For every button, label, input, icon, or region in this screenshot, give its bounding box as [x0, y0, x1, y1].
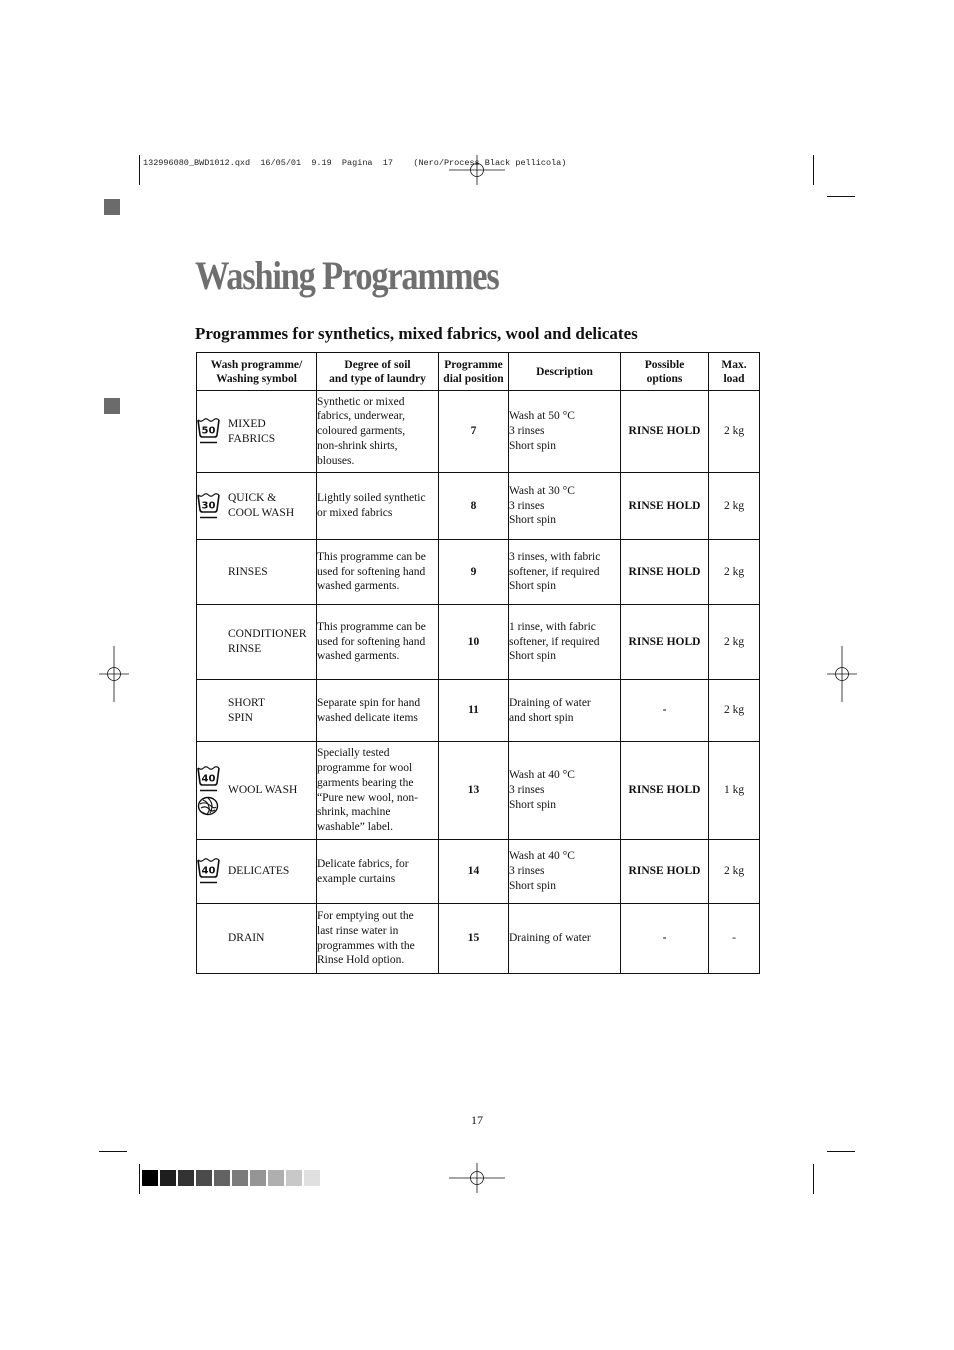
description-cell: Wash at 50 °C 3 rinses Short spin: [509, 391, 621, 473]
color-bar-swatch: [178, 1170, 194, 1186]
programme-name: RINSES: [228, 565, 268, 578]
programme-name-cell: [197, 904, 317, 974]
registration-mark-icon: [99, 644, 129, 704]
soil-type-cell: This programme can be used for softening hand washed garments.: [317, 605, 439, 680]
soil-type-cell: This programme can be used for softening hand washed garments.: [317, 540, 439, 605]
programme-name-cell: [197, 605, 317, 680]
table-row: [197, 540, 760, 605]
wash-symbol: [197, 766, 224, 816]
color-bar-swatch: [250, 1170, 266, 1186]
crop-mark: [827, 196, 855, 197]
color-bar-swatch: [142, 1170, 158, 1186]
color-bar-swatch: [232, 1170, 248, 1186]
dial-position-cell: 11: [439, 680, 509, 742]
section-subtitle: Programmes for synthetics, mixed fabrics, wool and delicates: [195, 324, 638, 343]
crop-mark: [827, 1151, 855, 1152]
programme-name-cell: [197, 391, 317, 473]
soil-type-cell: Specially tested programme for wool garments bearing the “Pure new wool, non- shrink, machine washable” label.: [317, 742, 439, 840]
possible-options-cell: RINSE HOLD: [621, 473, 709, 540]
soil-type-cell: Lightly soiled synthetic or mixed fabrics: [317, 473, 439, 540]
programme-table: [196, 352, 760, 974]
programme-name: CONDITIONER RINSE: [228, 628, 307, 655]
table-row: [197, 391, 760, 473]
dial-position-cell: 10: [439, 605, 509, 680]
max-load-cell: 2 kg: [709, 605, 760, 680]
svg-text:30: 30: [201, 500, 216, 511]
printer-slug: 132996080_BWD1012.qxd 16/05/01 9.19 Pagina 17 (Nero/Process Black pellicola): [143, 158, 567, 168]
max-load-cell: 2 kg: [709, 680, 760, 742]
programme-name: WOOL WASH: [228, 784, 298, 797]
dial-position-cell: 14: [439, 840, 509, 904]
crop-mark: [813, 155, 814, 185]
programme-name: MIXED FABRICS: [228, 417, 276, 445]
color-bar-swatch: [304, 1170, 320, 1186]
max-load-cell: 2 kg: [709, 540, 760, 605]
dial-position-cell: 13: [439, 742, 509, 840]
wash-symbol: [197, 418, 224, 445]
description-cell: Draining of water and short spin: [509, 680, 621, 742]
programme-name: DELICATES: [228, 865, 290, 878]
header-max-load: Max. load: [709, 353, 760, 391]
registration-mark-icon: [447, 155, 507, 185]
possible-options-cell: RINSE HOLD: [621, 391, 709, 473]
max-load-cell: 2 kg: [709, 391, 760, 473]
wash-temperature-40-icon: [197, 766, 220, 788]
header-wash-programme: Wash programme/ Washing symbol: [197, 353, 317, 391]
header-possible-options: Possible options: [621, 353, 709, 391]
possible-options-cell: RINSE HOLD: [621, 605, 709, 680]
possible-options-cell: RINSE HOLD: [621, 840, 709, 904]
soil-type-cell: Synthetic or mixed fabrics, underwear, coloured garments, non-shrink shirts, blouses.: [317, 391, 439, 473]
header-description: Description: [509, 353, 621, 391]
color-bar-swatch: [196, 1170, 212, 1186]
gentle-wash-bar-icon: [197, 880, 220, 885]
wash-symbol: [197, 493, 224, 520]
svg-text:40: 40: [201, 865, 216, 877]
max-load-cell: 1 kg: [709, 742, 760, 840]
svg-text:50: 50: [201, 425, 216, 437]
header-dial-position: Programme dial position: [439, 353, 509, 391]
table-row: [197, 742, 760, 840]
header-degree-of-soil: Degree of soil and type of laundry: [317, 353, 439, 391]
dial-position-cell: 15: [439, 904, 509, 974]
wash-temperature-30-icon: [197, 493, 220, 515]
programme-name-cell: [197, 473, 317, 540]
max-load-cell: -: [709, 904, 760, 974]
dial-position-cell: 9: [439, 540, 509, 605]
soil-type-cell: Delicate fabrics, for example curtains: [317, 840, 439, 904]
description-cell: Wash at 40 °C 3 rinses Short spin: [509, 742, 621, 840]
description-cell: 3 rinses, with fabric softener, if required Short spin: [509, 540, 621, 605]
wash-temperature-50-icon: [197, 418, 220, 440]
gentle-wash-bar-icon: [197, 440, 220, 445]
crop-mark: [99, 1151, 127, 1152]
gentle-wash-bar-icon: [197, 515, 220, 520]
page-number: 17: [471, 1113, 483, 1127]
registration-mark-icon: [447, 1163, 507, 1193]
margin-marker: [104, 199, 120, 215]
color-bar-swatch: [214, 1170, 230, 1186]
svg-text:40: 40: [201, 773, 216, 784]
page-title: Washing Programmes: [195, 253, 499, 298]
table-row: [197, 473, 760, 540]
description-cell: Wash at 40 °C 3 rinses Short spin: [509, 840, 621, 904]
wash-symbol: [197, 858, 224, 885]
programme-name-cell: [197, 680, 317, 742]
table-header-row: [197, 353, 760, 391]
programme-name-cell: [197, 540, 317, 605]
programme-name-cell: [197, 742, 317, 840]
dial-position-cell: 8: [439, 473, 509, 540]
color-bar-swatch: [286, 1170, 302, 1186]
registration-mark-icon: [827, 644, 857, 704]
soil-type-cell: For emptying out the last rinse water in programmes with the Rinse Hold option.: [317, 904, 439, 974]
crop-mark: [139, 1164, 140, 1194]
max-load-cell: 2 kg: [709, 473, 760, 540]
possible-options-cell: RINSE HOLD: [621, 540, 709, 605]
gentle-wash-bar-icon: [197, 788, 220, 793]
programme-name-cell: [197, 840, 317, 904]
wool-ball-icon: [197, 796, 219, 816]
table-row: [197, 904, 760, 974]
description-cell: Wash at 30 °C 3 rinses Short spin: [509, 473, 621, 540]
description-cell: Draining of water: [509, 904, 621, 974]
wash-temperature-40-icon: [197, 858, 220, 880]
possible-options-cell: -: [621, 680, 709, 742]
programme-name: SHORT SPIN: [228, 696, 266, 724]
soil-type-cell: Separate spin for hand washed delicate items: [317, 680, 439, 742]
possible-options-cell: RINSE HOLD: [621, 742, 709, 840]
max-load-cell: 2 kg: [709, 840, 760, 904]
programme-name: QUICK & COOL WASH: [228, 492, 295, 519]
table-row: [197, 840, 760, 904]
table-row: [197, 605, 760, 680]
description-cell: 1 rinse, with fabric softener, if required Short spin: [509, 605, 621, 680]
crop-mark: [813, 1164, 814, 1194]
programme-name: DRAIN: [228, 932, 265, 945]
color-bar-swatch: [268, 1170, 284, 1186]
crop-mark: [139, 155, 140, 185]
color-bar-swatch: [160, 1170, 176, 1186]
dial-position-cell: 7: [439, 391, 509, 473]
table-row: [197, 680, 760, 742]
margin-marker: [104, 398, 120, 414]
possible-options-cell: -: [621, 904, 709, 974]
